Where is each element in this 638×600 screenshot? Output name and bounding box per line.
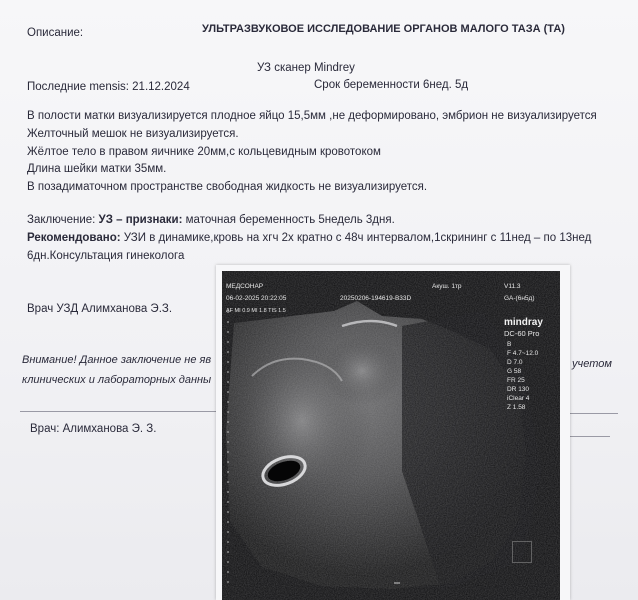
warning-line-1: Внимание! Данное заключение не яв bbox=[22, 354, 212, 366]
probe-orientation-icon bbox=[512, 541, 532, 563]
conclusion-text: маточная беременность 5недель 3дня. bbox=[182, 214, 395, 226]
us-side-param: D 7.0 bbox=[507, 359, 523, 366]
description-label: Описание: bbox=[27, 27, 84, 39]
recommended-text: УЗИ в динамике,кровь на хгч 2х кратно с 48ч интервалом,1скрининг с 11нед – по 13нед bbox=[120, 232, 592, 244]
us-params-top: AF MI 0.9 MI 1.8 TIS 1.5 bbox=[226, 308, 286, 314]
finding-line: В позадиматочном пространстве свободная жидкость не визуализируется. bbox=[27, 181, 428, 193]
conclusion-line bbox=[27, 213, 395, 227]
signature-line bbox=[570, 436, 610, 437]
us-side-param: G 58 bbox=[507, 368, 522, 375]
divider bbox=[570, 413, 618, 414]
warning-line-2: клинических и лабораторных данны bbox=[22, 374, 212, 386]
doctor-signature-2: Врач: Алимханова Э. З. bbox=[30, 423, 157, 435]
ultrasound-screen bbox=[222, 271, 560, 600]
recommended-line bbox=[27, 231, 591, 245]
conclusion-label: Заключение: bbox=[27, 214, 96, 226]
finding-line: В полости матки визуализируется плодное яйцо 15,5мм ,не деформировано, эмбрион не визуализируется bbox=[27, 110, 597, 122]
conclusion-bold: УЗ – признаки: bbox=[98, 214, 183, 226]
us-ga: GA-(6н5д) bbox=[504, 295, 535, 302]
us-side-param: DR 130 bbox=[507, 386, 530, 393]
gestation-term: Срок беременности 6нед. 5д bbox=[314, 79, 469, 91]
us-side-param: iClear 4 bbox=[507, 395, 530, 402]
us-patient-id: 20250206-194619-B33D bbox=[340, 295, 412, 302]
us-version: V11.3 bbox=[504, 283, 521, 290]
us-probe: Акуш. 1тр bbox=[432, 283, 462, 290]
finding-line: Длина шейки матки 35мм. bbox=[27, 163, 167, 175]
us-side-param: Z 1.58 bbox=[507, 404, 526, 411]
report-title: УЛЬТРАЗВУКОВОЕ ИССЛЕДОВАНИЕ ОРГАНОВ МАЛОГО ТАЗА (ТА) bbox=[202, 23, 565, 35]
recommended-line-2: 6дн.Консультация гинеколога bbox=[27, 250, 185, 262]
us-side-param: B bbox=[507, 341, 512, 348]
finding-line: Жёлтое тело в правом яичнике 20мм,с кольцевидным кровотоком bbox=[27, 146, 381, 158]
ultrasound-photo bbox=[216, 265, 570, 600]
last-mensis: Последние mensis: 21.12.2024 bbox=[27, 81, 190, 93]
us-side-param: F 4.7~12.0 bbox=[507, 350, 539, 357]
us-datetime: 06-02-2025 20:22:05 bbox=[226, 295, 287, 302]
us-clinic: МЕДСОНАР bbox=[226, 283, 264, 290]
us-brand-logo: mindray bbox=[504, 317, 543, 328]
recommended-label: Рекомендовано: bbox=[27, 232, 121, 244]
us-model: DC-60 Pro bbox=[504, 329, 540, 338]
finding-line: Желточный мешок не визуализируется. bbox=[27, 128, 239, 140]
divider bbox=[20, 411, 216, 412]
scanner-label: УЗ сканер Mindrey bbox=[257, 62, 355, 74]
doctor-signature-1: Врач УЗД Алимханова Э.З. bbox=[27, 303, 173, 315]
us-side-param: FR 25 bbox=[507, 377, 525, 384]
warning-line-1-end: учетом bbox=[572, 358, 612, 370]
